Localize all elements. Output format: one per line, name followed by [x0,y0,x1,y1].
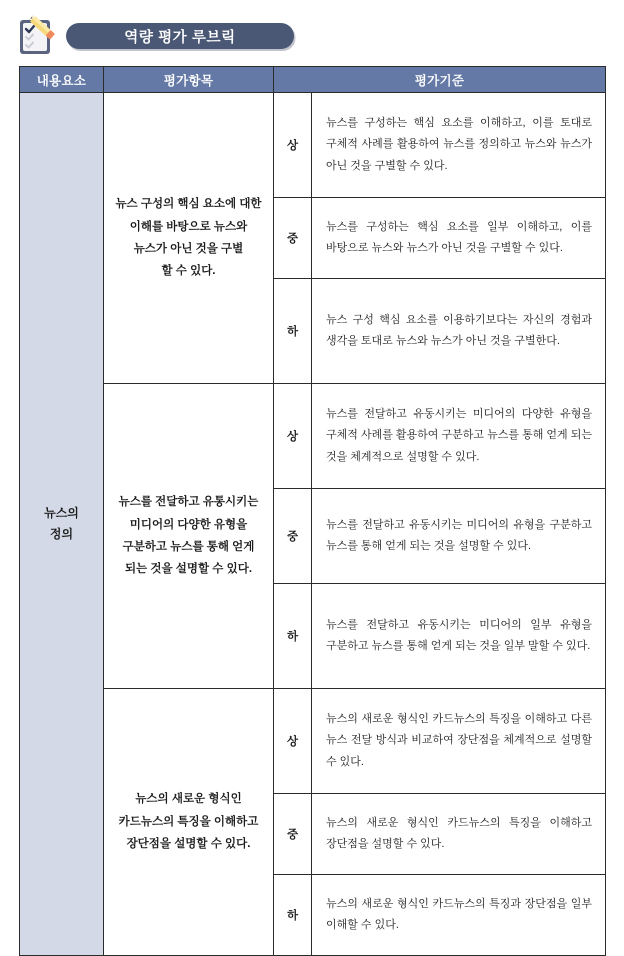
item-line: 할 수 있다. [161,265,216,278]
title-banner [18,14,294,58]
criteria-text: 뉴스의 새로운 형식인 카드뉴스의 특징을 이해하고 장단점을 설명할 수 있다. [312,794,606,875]
level-badge-high: 상 [274,384,312,489]
item-line: 미디어의 다양한 유형을 [129,518,248,531]
item-line: 이해를 바탕으로 뉴스와 [129,220,248,233]
item-line: 뉴스가 아닌 것을 구별 [133,243,244,255]
item-line: 되는 것을 설명할 수 있다. [124,563,253,576]
criteria-text: 뉴스의 새로운 형식인 카드뉴스의 특징과 장단점을 일부 이해할 수 있다. [312,875,606,956]
level-badge-low: 하 [274,875,312,956]
table-row [20,93,606,198]
column-header-evaluation-criteria: 평가기준 [274,67,606,93]
criteria-text: 뉴스를 전달하고 유동시키는 미디어의 유형을 구분하고 뉴스를 통해 얻게 되는 것을 설명할 수 있다. [312,489,606,584]
criteria-text: 뉴스 구성 핵심 요소를 이용하기보다는 자신의 경험과 생각을 토대로 뉴스와 뉴스가 아닌 것을 구별한다. [312,279,606,384]
level-badge-low: 하 [274,584,312,689]
column-header-evaluation-item: 평가항목 [104,67,274,93]
item-line: 뉴스를 전달하고 유통시키는 [118,496,259,509]
rubric-title-pill [66,23,294,49]
item-line: 카드뉴스의 특징을 이해하고 [118,815,259,828]
criteria-text: 뉴스를 전달하고 유동시키는 미디어의 다양한 유형을 구체적 사례를 활용하여 구분하고 뉴스를 통해 얻게 되는 것을 체계적으로 설명할 수 있다. [312,384,606,489]
criteria-text: 뉴스의 새로운 형식인 카드뉴스의 특징을 이해하고 다른 뉴스 전달 방식과 비교하여 장단점을 체계적으로 설명할 수 있다. [312,689,606,794]
content-element-line-2: 정의 [49,527,74,541]
level-badge-low: 하 [274,279,312,384]
item-line: 뉴스의 새로운 형식인 [135,793,242,806]
page-title: 역량 평가 루브릭 [124,29,236,46]
content-element-line-1: 뉴스의 [44,506,79,520]
criteria-text: 뉴스를 구성하는 핵심 요소를 일부 이해하고, 이를 바탕으로 뉴스와 뉴스가 아닌 것을 구별할 수 있다. [312,198,606,279]
item-line: 구분하고 뉴스를 통해 얻게 [122,541,255,553]
level-badge-high: 상 [274,93,312,198]
evaluation-item-cell-3 [104,689,274,956]
header-row [20,67,606,93]
table-header [20,67,606,93]
rubric-table [19,66,606,956]
table-row [20,384,606,489]
criteria-text: 뉴스를 전달하고 유동시키는 미디어의 일부 유형을 구분하고 뉴스를 통해 얻게 되는 것을 일부 말할 수 있다. [312,584,606,689]
evaluation-item-cell-1 [104,93,274,384]
item-line: 뉴스 구성의 핵심 요소에 대한 [115,198,262,211]
level-badge-mid: 중 [274,489,312,584]
level-badge-mid: 중 [274,198,312,279]
clipboard-checklist-pencil-icon [18,15,62,57]
level-badge-high: 상 [274,689,312,794]
criteria-text: 뉴스를 구성하는 핵심 요소를 이해하고, 이를 토대로 구체적 사례를 활용하여 뉴스를 정의하고 뉴스와 뉴스가 아닌 것을 구별할 수 있다. [312,93,606,198]
column-header-content-element: 내용요소 [20,67,104,93]
item-line: 장단점을 설명할 수 있다. [126,838,251,851]
evaluation-item-cell-2 [104,384,274,689]
table-row [20,689,606,794]
table-body [20,93,606,956]
content-element-cell [20,93,104,956]
level-badge-mid: 중 [274,794,312,875]
